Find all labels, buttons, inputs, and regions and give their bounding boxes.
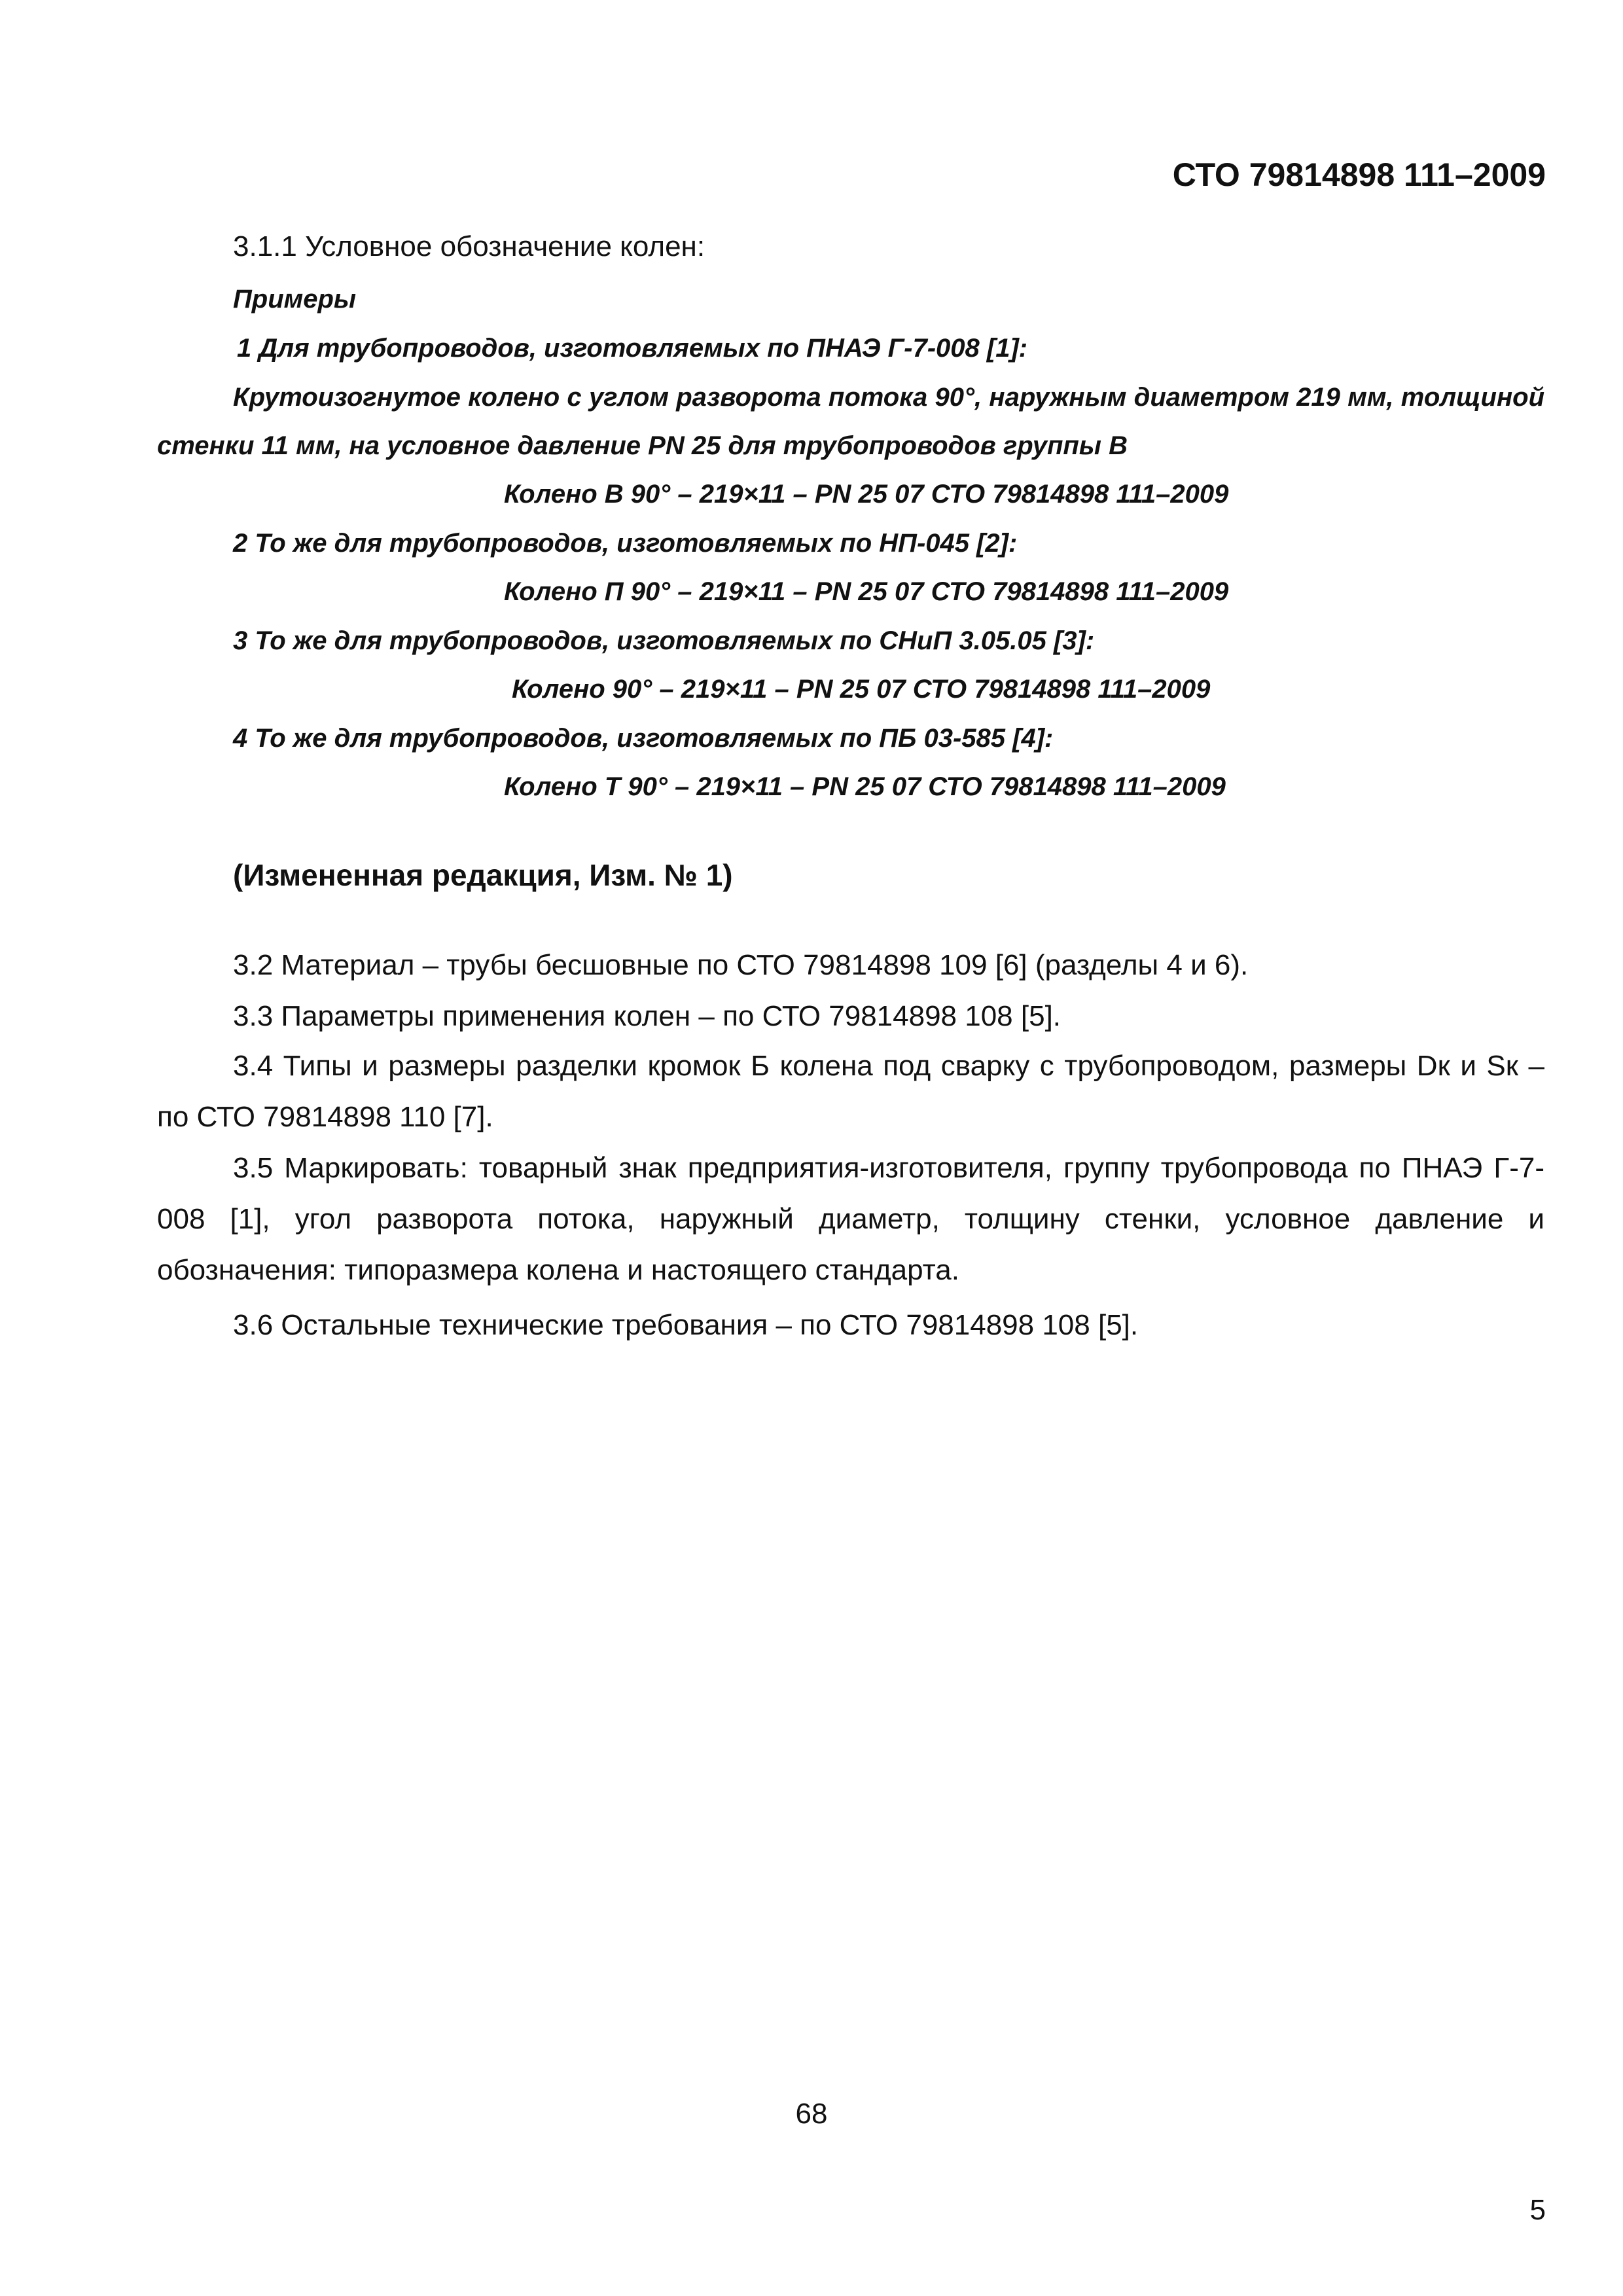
- page-number: 68: [795, 2098, 828, 2130]
- example-1-title: 1 Для трубопроводов, изготовляемых по ПНАЭ Г-7-008 [1]:: [237, 334, 1028, 363]
- example-2-designation: Колено П 90° – 219×11 – PN 25 07 СТО 79814898 111–2009: [504, 577, 1229, 606]
- sheet-number: 5: [1529, 2194, 1546, 2226]
- document-header: СТО 79814898 111–2009: [1172, 156, 1546, 193]
- example-1-description: Крутоизогнутое колено с углом разворота потока 90°, наружным диаметром 219 мм, толщиной стенки 11 мм, на условное давление PN 25 для трубопроводов группы В: [157, 383, 1544, 460]
- clause-3-5: 3.5 Маркировать: товарный знак предприятия-изготовителя, группу трубопровода по ПНАЭ Г-7-008 [1], угол разворота потока, наружный диаметр, толщину стенки, условное давление и обозначения: типоразмера колена и настоящего стандарта.: [157, 1152, 1544, 1286]
- clause-3-4: 3.4 Типы и размеры разделки кромок Б колена под сварку с трубопроводом, размеры Dк и Sк – по СТО 79814898 110 [7].: [157, 1050, 1544, 1133]
- example-2-title: 2 То же для трубопроводов, изготовляемых по НП-045 [2]:: [233, 529, 1018, 558]
- example-4-designation: Колено Т 90° – 219×11 – PN 25 07 СТО 79814898 111–2009: [504, 772, 1226, 801]
- clause-3-1-1: 3.1.1 Условное обозначение колен:: [233, 230, 705, 262]
- example-3-designation: Колено 90° – 219×11 – PN 25 07 СТО 79814898 111–2009: [512, 675, 1211, 704]
- clause-3-2: 3.2 Материал – трубы бесшовные по СТО 79814898 109 [6] (разделы 4 и 6).: [233, 949, 1249, 981]
- amendment-note: (Измененная редакция, Изм. № 1): [233, 858, 733, 892]
- example-3-title: 3 То же для трубопроводов, изготовляемых по СНиП 3.05.05 [3]:: [233, 626, 1095, 655]
- examples-label: Примеры: [233, 285, 357, 314]
- example-4-title: 4 То же для трубопроводов, изготовляемых по ПБ 03-585 [4]:: [233, 724, 1054, 753]
- clause-3-6: 3.6 Остальные технические требования – по СТО 79814898 108 [5].: [233, 1309, 1139, 1341]
- example-1-designation: Колено В 90° – 219×11 – PN 25 07 СТО 79814898 111–2009: [504, 480, 1229, 509]
- clause-3-3: 3.3 Параметры применения колен – по СТО 79814898 108 [5].: [233, 1000, 1061, 1032]
